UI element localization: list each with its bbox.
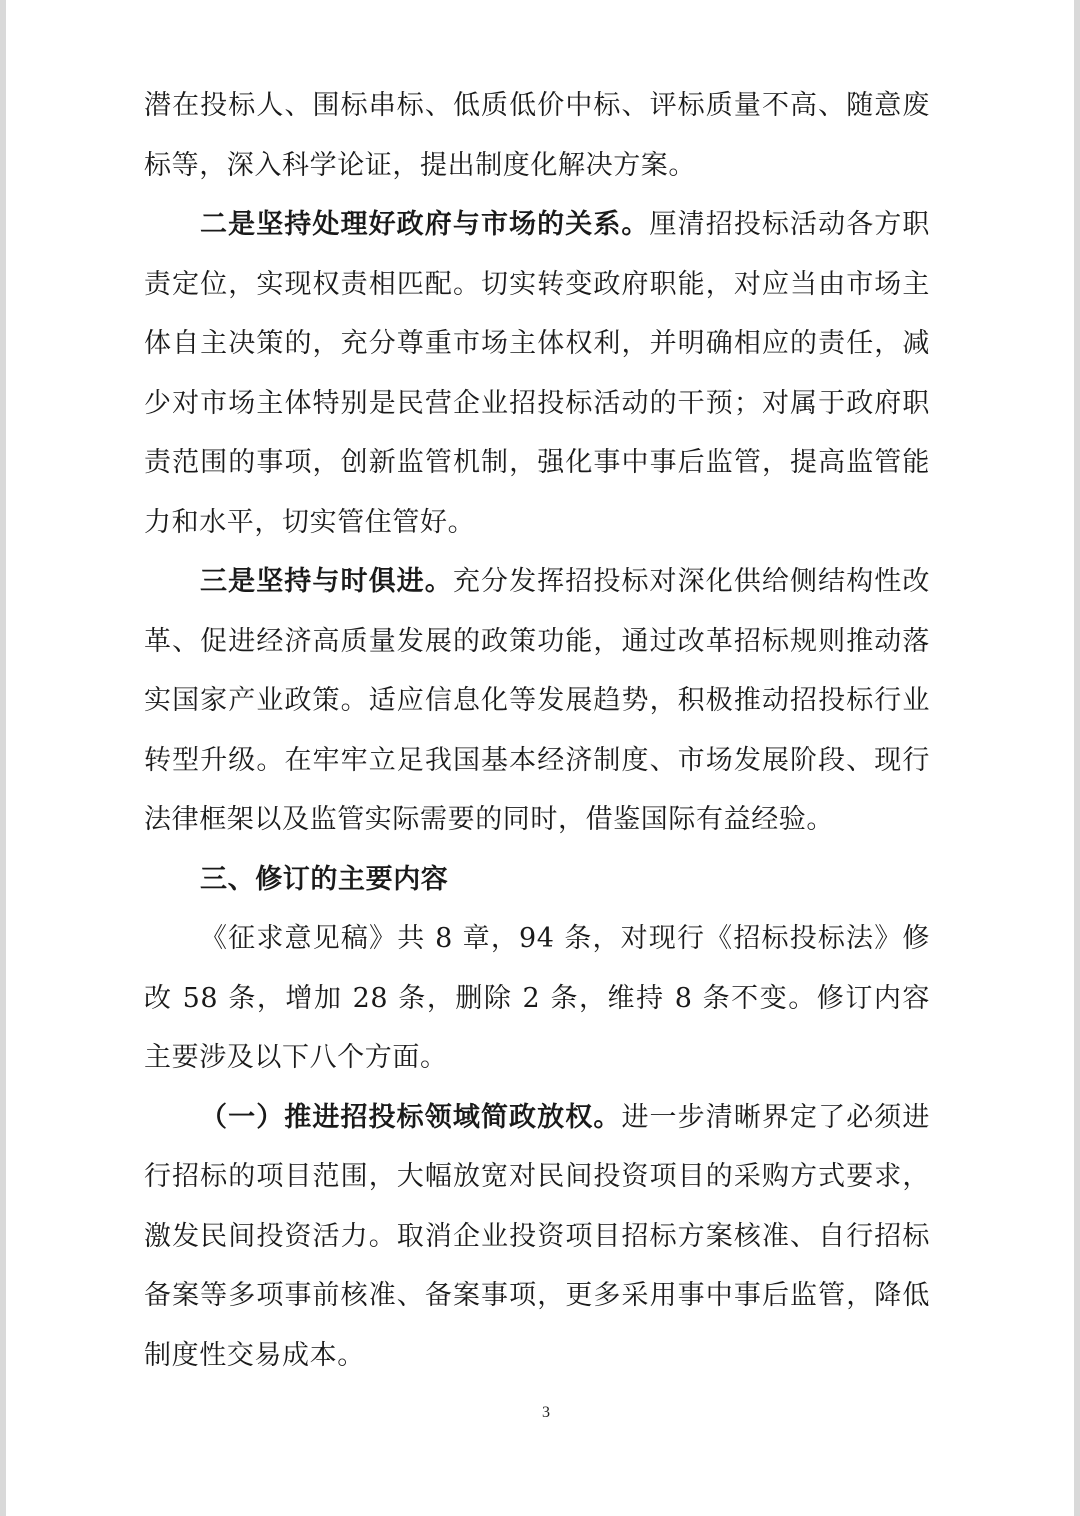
paragraph-text: 《征求意见稿》共 8 章，94 条，对现行《招标投标法》修改 58 条，增加 28 条，删除 2 条，维持 8 条不变。修订内容主要涉及以下八个方面。 <box>144 923 930 1073</box>
paragraph-lead: 二是坚持处理好政府与市场的关系。 <box>200 209 650 240</box>
paragraph-item-one <box>144 1088 930 1386</box>
paragraph-continued <box>144 76 930 195</box>
paragraph-text: 潜在投标人、围标串标、低质低价中标、评标质量不高、随意废标等，深入科学论证，提出制度化解决方案。 <box>144 90 930 181</box>
section-heading: 三、修订的主要内容 <box>200 863 449 895</box>
paragraph-lead: （一）推进招投标领域简政放权。 <box>200 1101 622 1133</box>
paragraph-principle-two <box>144 195 930 552</box>
paragraph-text: 进一步清晰界定了必须进行招标的项目范围，大幅放宽对民间投资项目的采购方式要求，激发民间投资活力。取消企业投资项目招标方案核准、自行招标备案等多项事前核准、备案事项，更多采用事中事后监管，降低制度性交易成本。 <box>144 1101 930 1371</box>
paragraph-text: 充分发挥招投标对深化供给侧结构性改革、促进经济高质量发展的政策功能，通过改革招标规则推动落实国家产业政策。适应信息化等发展趋势，积极推动招投标行业转型升级。在牢牢立足我国基本经济制度、市场发展阶段、现行法律框架以及监管实际需要的同时，借鉴国际有益经验。 <box>144 566 931 835</box>
paragraph-text: 厘清招投标活动各方职责定位，实现权责相匹配。切实转变政府职能，对应当由市场主体自主决策的，充分尊重市场主体权利，并明确相应的责任，减少对市场主体特别是民营企业招投标活动的干预；对属于政府职责范围的事项，创新监管机制，强化事中事后监管，提高监管能力和水平，切实管住管好。 <box>144 209 930 538</box>
paragraph-revision-summary <box>144 909 930 1088</box>
paragraph-lead: 三是坚持与时俱进。 <box>200 566 453 597</box>
page-number: 3 <box>542 1404 550 1421</box>
paragraph-principle-three <box>144 552 930 850</box>
document-body <box>144 76 930 1385</box>
